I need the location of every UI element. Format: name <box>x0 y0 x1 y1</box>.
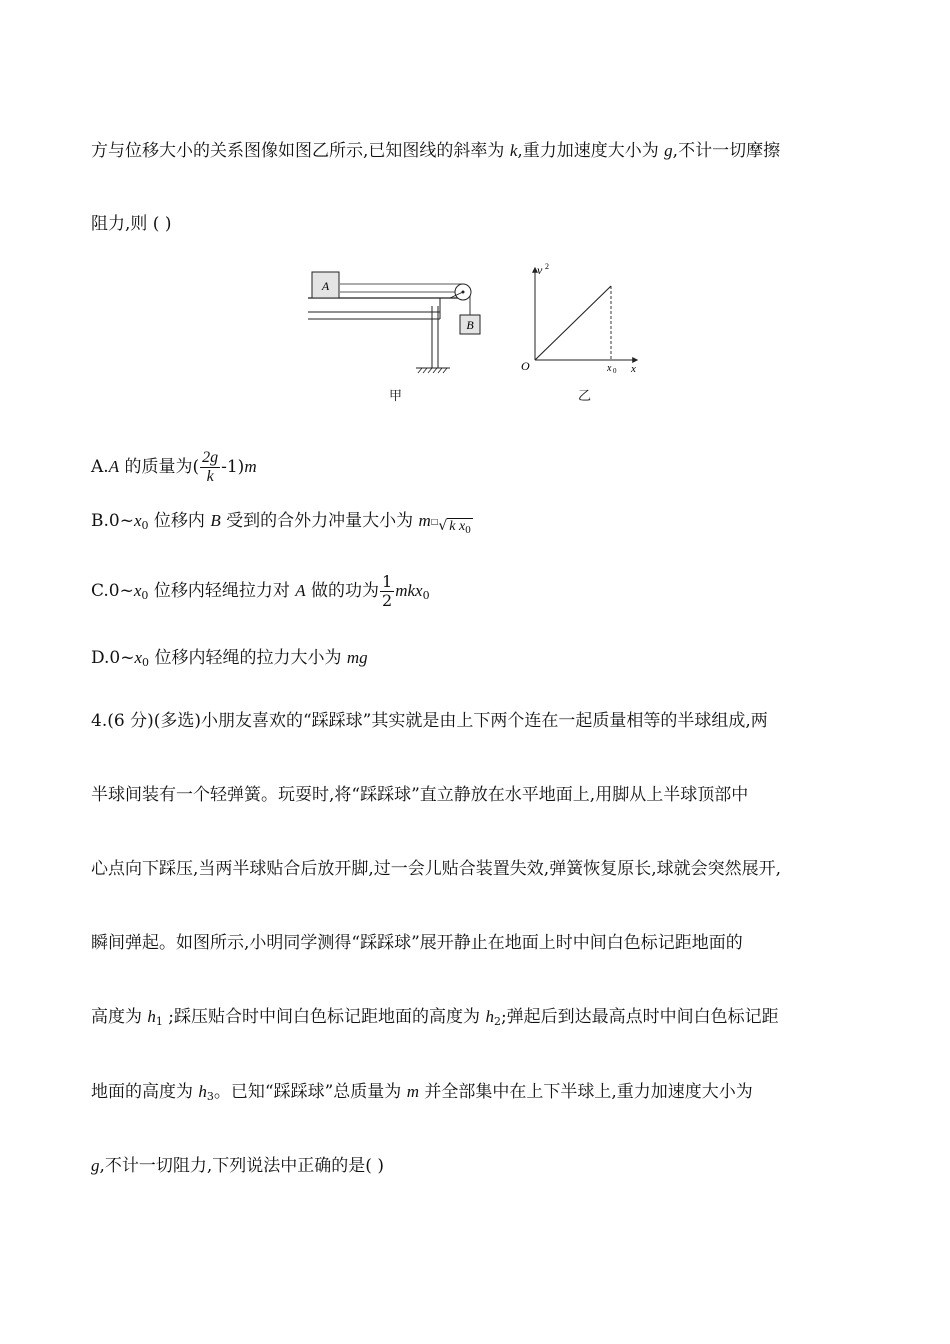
figure-yi <box>515 260 650 380</box>
text-span: 。已知“踩踩球”总质量为 <box>213 1082 407 1102</box>
var-h2: h <box>485 1007 494 1026</box>
caption-jia: 甲 <box>389 389 403 404</box>
caption-yi: 乙 <box>578 389 592 404</box>
text-span: A. <box>91 457 109 477</box>
text-span: 位移内轻绳的拉力大小为 <box>149 648 347 668</box>
text-line-1 <box>91 140 871 162</box>
q4-line-1: 4.(6 分)(多选)小朋友喜欢的“踩踩球”其实就是由上下两个连在一起质量相等的半球组成,两 <box>91 711 768 731</box>
text-span: 位移内轻绳拉力对 <box>148 581 296 601</box>
text-span: 并全部集中在上下半球上,重力加速度大小为 <box>418 1082 753 1102</box>
var-mg: mg <box>346 648 368 667</box>
text-span: 做的功为 <box>305 581 380 601</box>
x0-label: x <box>607 363 612 374</box>
text-span: ,不计一切阻力,下列说法中正确的是( ) <box>99 1156 384 1176</box>
graph-line <box>535 286 611 360</box>
text-span: 方与位移大小的关系图像如图乙所示,已知图线的斜率为 <box>91 141 510 161</box>
var-x: x <box>133 511 142 530</box>
subscript: 2 <box>493 1015 501 1028</box>
var-h3: h <box>198 1082 207 1101</box>
figure-jia <box>300 262 500 382</box>
var-k: k <box>509 141 518 160</box>
subscript: 0 <box>142 656 150 669</box>
text-span: 受到的合外力冲量大小为 <box>220 511 419 531</box>
y-axis-label: v <box>537 263 543 277</box>
subscript: 0 <box>422 589 430 602</box>
q4-line-4: 瞬间弹起。如图所示,小明同学测得“踩踩球”展开静止在地面上时中间白色标记距地面的 <box>91 933 743 953</box>
var-h1: h <box>147 1007 156 1026</box>
fraction-1-2 <box>380 573 394 610</box>
var-mkx: mkx <box>395 581 423 600</box>
text-span: C.0~ <box>91 581 134 601</box>
block-a-label: A <box>321 279 330 293</box>
frac-num: 2g <box>202 449 219 466</box>
q4-line-7 <box>91 1155 871 1177</box>
subscript: 0 <box>141 519 149 532</box>
text-span: -1) <box>221 457 245 477</box>
text-span: ,重力加速度大小为 <box>517 141 665 161</box>
text-span: 的质量为( <box>119 457 200 477</box>
option-a <box>91 449 871 486</box>
radicand-text: k x <box>449 519 466 534</box>
q4-line-6 <box>91 1081 871 1105</box>
text-span: 高度为 <box>91 1007 148 1027</box>
option-d <box>91 647 871 671</box>
text-span: ;弹起后到达最高点时中间白色标记距 <box>500 1007 779 1027</box>
fraction-2g-k <box>200 449 220 486</box>
text-span: D.0~ <box>91 648 135 668</box>
var-g: g <box>664 141 673 160</box>
q4-line-5 <box>91 1006 871 1030</box>
frac-den: 2 <box>382 591 393 610</box>
block-b-label: B <box>466 318 474 332</box>
var-g: g <box>91 1156 100 1175</box>
text-span: ,不计一切摩擦 <box>672 141 781 161</box>
text-span: 位移内 <box>148 511 211 531</box>
root-index-box: □ <box>430 517 439 526</box>
sqrt-expression: □√ k $x_0$ <box>430 517 471 536</box>
text-span: ;踩压贴合时中间白色标记距地面的高度为 <box>162 1007 486 1027</box>
subscript: 0 <box>141 589 149 602</box>
text-line-2: 阻力,则 ( ) <box>91 214 172 234</box>
subscript: 1 <box>155 1015 163 1028</box>
var-a: A <box>295 581 306 600</box>
var-m: m <box>418 511 431 530</box>
var-b: B <box>210 511 221 530</box>
text-span: 地面的高度为 <box>91 1082 199 1102</box>
frac-num: 1 <box>382 572 393 591</box>
option-c <box>91 573 871 611</box>
var-x: x <box>133 581 142 600</box>
var-m: m <box>406 1082 419 1101</box>
q4-line-2: 半球间装有一个轻弹簧。玩耍时,将“踩踩球”直立静放在水平地面上,用脚从上半球顶部中 <box>91 785 749 805</box>
var-a: A <box>108 457 120 476</box>
frac-den: k <box>206 468 214 485</box>
x0-sub: 0 <box>613 367 617 375</box>
radicand <box>447 518 472 534</box>
var-x: x <box>134 648 143 667</box>
var-m: m <box>244 457 257 476</box>
y-axis-sup: 2 <box>545 262 549 271</box>
text-span: B.0~ <box>91 511 134 531</box>
subscript: 0 <box>465 524 471 536</box>
origin-label: O <box>521 359 530 373</box>
q4-line-3: 心点向下踩压,当两半球贴合后放开脚,过一会儿贴合装置失效,弹簧恢复原长,球就会突然展开, <box>91 859 782 879</box>
x-axis-label: x <box>631 363 636 375</box>
option-b <box>91 510 871 538</box>
subscript: 3 <box>206 1090 214 1103</box>
